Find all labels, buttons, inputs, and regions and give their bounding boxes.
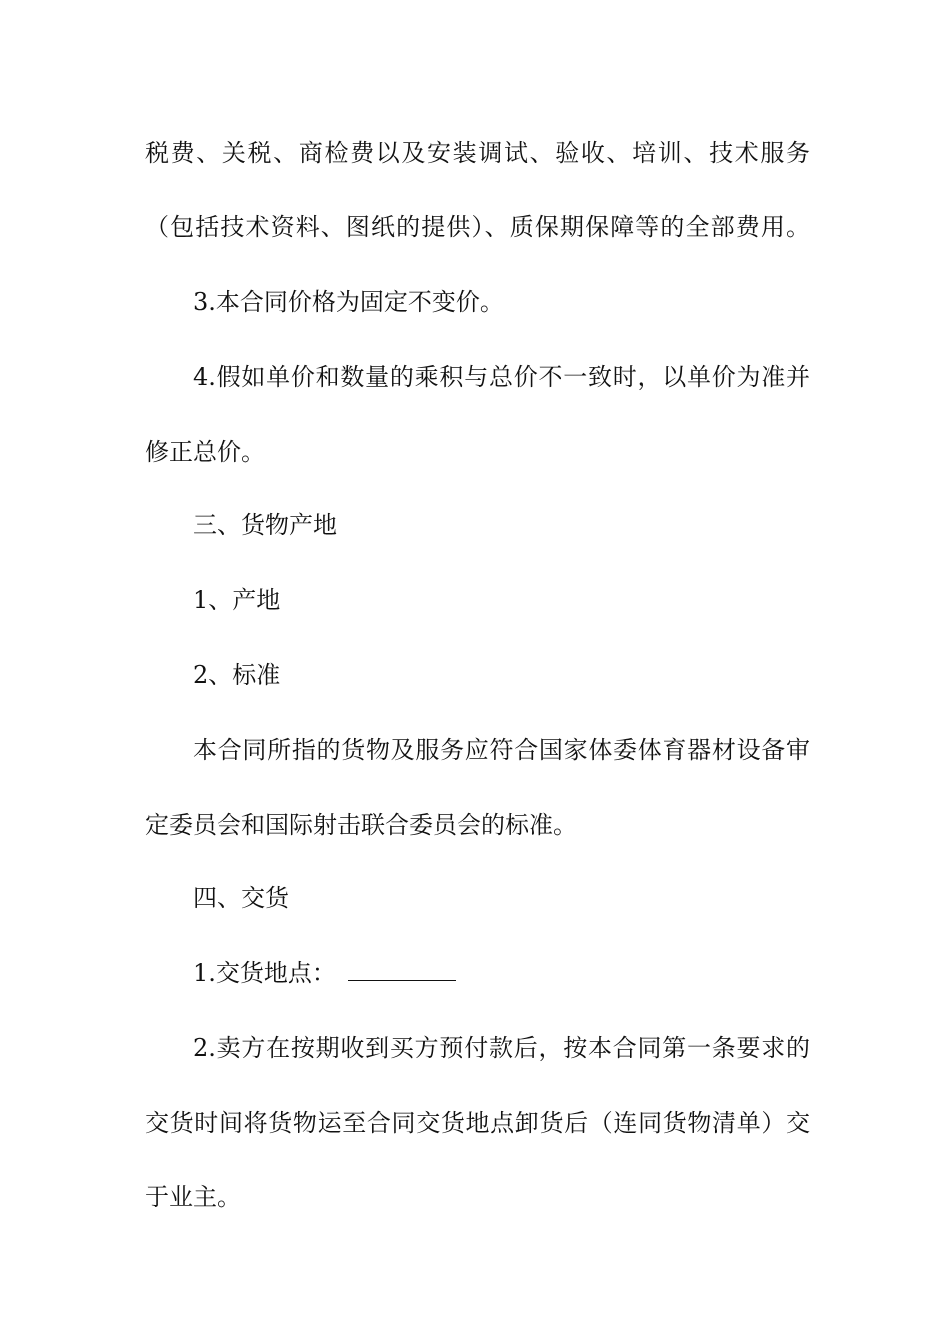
paragraph-line: 定委员会和国际射击联合委员会的标准。 xyxy=(145,811,577,839)
clause-4: 4.假如单价和数量的乘积与总价不一致时，以单价为准并 xyxy=(193,363,810,391)
paragraph-line: 交货时间将货物运至合同交货地点卸货后（连同货物清单）交 xyxy=(145,1109,810,1137)
delivery-location-label: 1.交货地点： xyxy=(193,959,336,987)
section-heading-origin: 三、货物产地 xyxy=(193,511,337,539)
section-heading-delivery: 四、交货 xyxy=(193,884,289,912)
clause-delivery-2: 2.卖方在按期收到买方预付款后，按本合同第一条要求的 xyxy=(193,1034,810,1062)
delivery-location-line xyxy=(193,953,810,993)
subheading-origin: 1、产地 xyxy=(193,586,281,614)
paragraph-line: 税费、关税、商检费以及安装调试、验收、培训、技术服务 xyxy=(145,139,810,167)
paragraph-line: 修正总价。 xyxy=(145,438,265,466)
clause-3: 3.本合同价格为固定不变价。 xyxy=(193,288,504,316)
delivery-location-blank xyxy=(348,958,456,981)
subheading-standard: 2、标准 xyxy=(193,661,281,689)
paragraph-line: 于业主。 xyxy=(145,1183,241,1211)
standard-paragraph: 本合同所指的货物及服务应符合国家体委体育器材设备审 xyxy=(193,736,810,764)
paragraph-line: （包括技术资料、图纸的提供）、质保期保障等的全部费用。 xyxy=(145,213,810,241)
